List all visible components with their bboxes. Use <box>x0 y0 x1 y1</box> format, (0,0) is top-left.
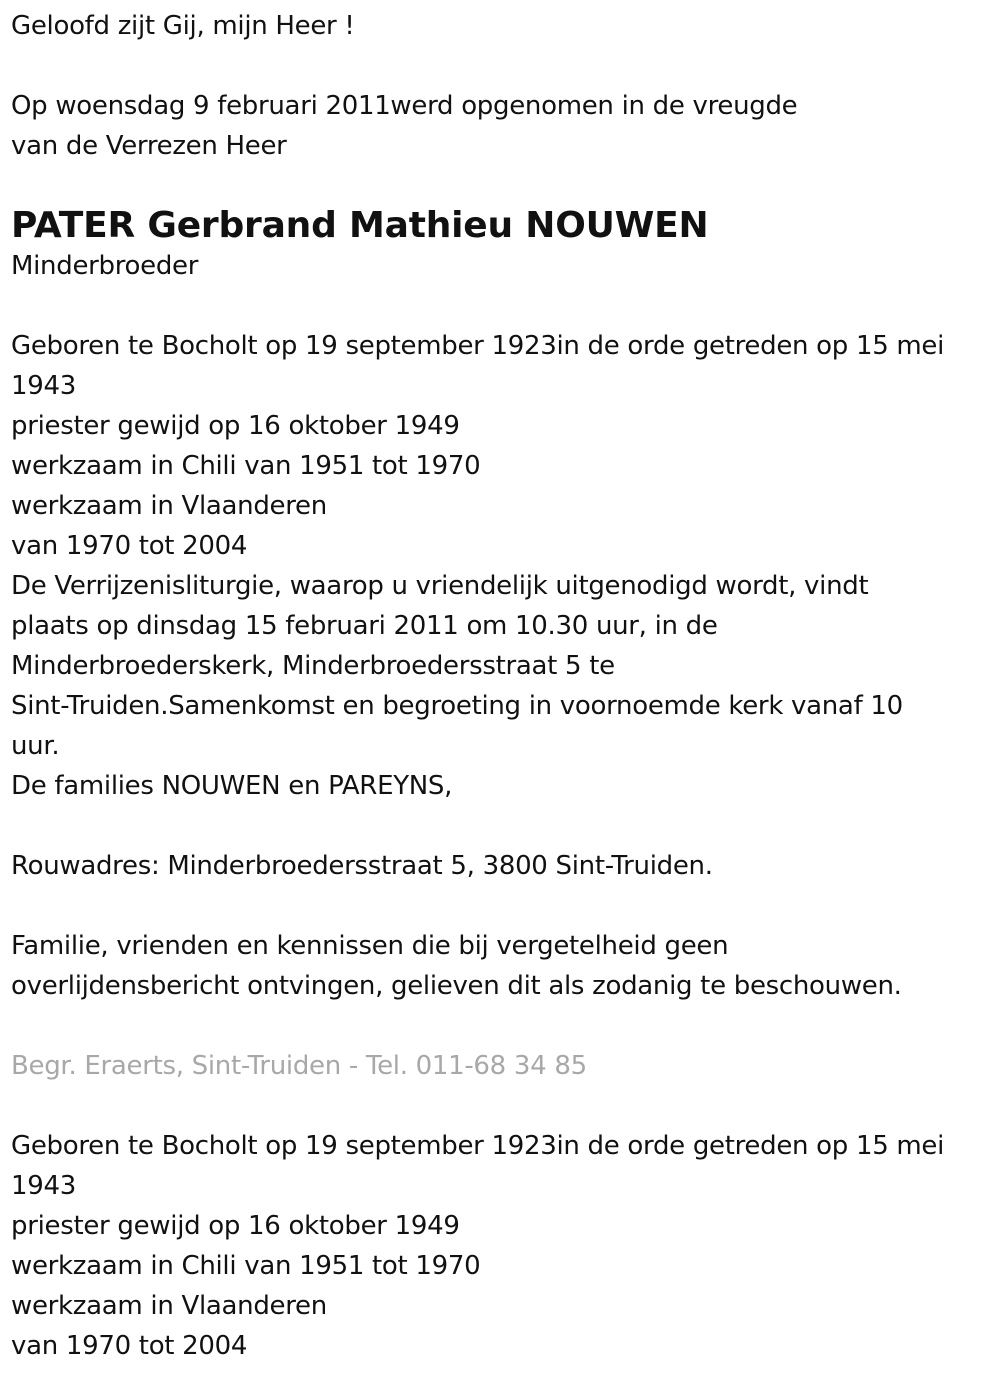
bio-line: Geboren te Bocholt op 19 september 1923in de orde getreden op 15 mei <box>11 331 945 361</box>
mourning-address: Rouwadres: Minderbroedersstraat 5, 3800 Sint-Truiden. <box>11 851 713 881</box>
bio-line: priester gewijd op 16 oktober 1949 <box>11 1211 460 1241</box>
liturgy-section <box>11 566 991 766</box>
spacer <box>11 886 991 926</box>
spacer <box>11 1006 991 1046</box>
undertaker-info: Begr. Eraerts, Sint-Truiden - Tel. 011-68 34 85 <box>11 1051 587 1081</box>
bio-line: werkzaam in Chili van 1951 tot 1970 <box>11 1251 481 1281</box>
spacer <box>11 1086 991 1126</box>
bio-line: 1943 <box>11 371 76 401</box>
liturgy-line: uur. <box>11 731 60 761</box>
intro-line: van de Verrezen Heer <box>11 131 287 161</box>
bio-line: 1943 <box>11 1171 76 1201</box>
bio-line: werkzaam in Chili van 1951 tot 1970 <box>11 451 481 481</box>
bio-line: werkzaam in Vlaanderen <box>11 1291 327 1321</box>
spacer <box>11 286 991 326</box>
families: De families NOUWEN en PAREYNS, <box>11 771 453 801</box>
spacer <box>11 166 991 206</box>
bio-line: Geboren te Bocholt op 19 september 1923in de orde getreden op 15 mei <box>11 1131 945 1161</box>
deceased-title: Minderbroeder <box>11 251 199 281</box>
liturgy-line: De Verrijzenisliturgie, waarop u vriendelijk uitgenodigd wordt, vindt <box>11 571 869 601</box>
deceased-name: PATER Gerbrand Mathieu NOUWEN <box>11 205 709 246</box>
disclaimer-line: Familie, vrienden en kennissen die bij vergetelheid geen <box>11 931 729 961</box>
liturgy-line: plaats op dinsdag 15 februari 2011 om 10.30 uur, in de <box>11 611 718 641</box>
bio-line: van 1970 tot 2004 <box>11 1331 248 1361</box>
disclaimer-line: overlijdensbericht ontvingen, gelieven dit als zodanig te beschouwen. <box>11 971 902 1001</box>
bio-section-repeat <box>11 1126 991 1366</box>
greeting: Geloofd zijt Gij, mijn Heer ! <box>11 11 355 41</box>
death-notice <box>11 6 991 1366</box>
bio-line: priester gewijd op 16 oktober 1949 <box>11 411 460 441</box>
bio-section <box>11 326 991 566</box>
bio-line: van 1970 tot 2004 <box>11 531 248 561</box>
liturgy-line: Minderbroederskerk, Minderbroedersstraat 5 te <box>11 651 615 681</box>
spacer <box>11 806 991 846</box>
liturgy-line: Sint-Truiden.Samenkomst en begroeting in voornoemde kerk vanaf 10 <box>11 691 903 721</box>
intro-line: Op woensdag 9 februari 2011werd opgenomen in de vreugde <box>11 91 798 121</box>
spacer <box>11 46 991 86</box>
bio-line: werkzaam in Vlaanderen <box>11 491 327 521</box>
